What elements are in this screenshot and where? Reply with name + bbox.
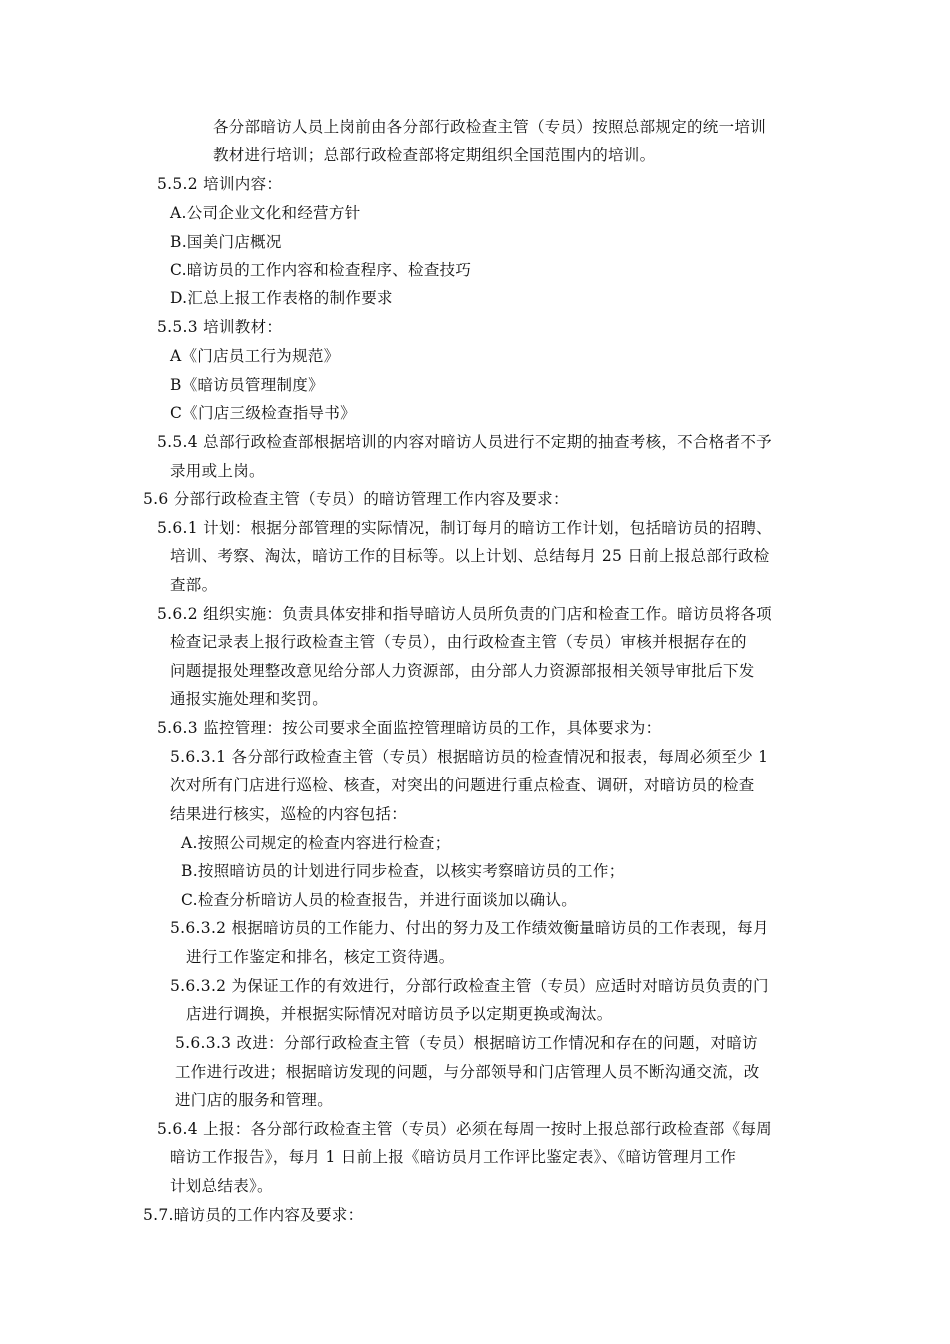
text-line: 进门店的服务和管理。 bbox=[175, 1091, 334, 1109]
text-line: D.汇总上报工作表格的制作要求 bbox=[170, 289, 393, 307]
text-line: B.按照暗访员的计划进行同步检查，以核实考察暗访员的工作； bbox=[181, 862, 625, 880]
text-line: 5.5.3 培训教材： bbox=[157, 318, 283, 336]
text-line: 检查记录表上报行政检查主管（专员），由行政检查主管（专员）审核并根据存在的 bbox=[170, 633, 747, 651]
text-line: A.公司企业文化和经营方针 bbox=[170, 204, 361, 222]
text-line: 5.6.1 计划：根据分部管理的实际情况，制订每月的暗访工作计划，包括暗访员的招聘、 bbox=[157, 519, 772, 537]
text-line: 教材进行培训；总部行政检查部将定期组织全国范围内的培训。 bbox=[213, 146, 656, 164]
text-line: C《门店三级检查指导书》 bbox=[170, 404, 356, 422]
text-line: 5.6.3.3 改进：分部行政检查主管（专员）根据暗访工作情况和存在的问题，对暗访 bbox=[175, 1034, 758, 1052]
text-line: A.按照公司规定的检查内容进行检查； bbox=[181, 834, 451, 852]
text-line: 问题提报处理整改意见给分部人力资源部，由分部人力资源部报相关领导审批后下发 bbox=[170, 662, 755, 680]
text-line: 5.6.3.1 各分部行政检查主管（专员）根据暗访员的检查情况和报表，每周必须至少 1 bbox=[170, 748, 769, 766]
text-line: 次对所有门店进行巡检、核查，对突出的问题进行重点检查、调研，对暗访员的检查 bbox=[170, 776, 755, 794]
text-line: 5.6.3.2 根据暗访员的工作能力、付出的努力及工作绩效衡量暗访员的工作表现，每月 bbox=[170, 919, 769, 937]
text-line: 5.5.4 总部行政检查部根据培训的内容对暗访人员进行不定期的抽查考核，不合格者不予 bbox=[157, 433, 772, 451]
text-line: A《门店员工行为规范》 bbox=[170, 347, 340, 365]
section-heading: 5.6 分部行政检查主管（专员）的暗访管理工作内容及要求： bbox=[143, 490, 569, 508]
text-line: 录用或上岗。 bbox=[170, 462, 265, 480]
text-line: 5.6.3 监控管理：按公司要求全面监控管理暗访员的工作，具体要求为： bbox=[157, 719, 662, 737]
text-line: B《暗访员管理制度》 bbox=[170, 376, 324, 394]
text-line: 培训、考察、淘汰，暗访工作的目标等。以上计划、总结每月 25 日前上报总部行政检 bbox=[170, 547, 770, 565]
section-heading: 5.7.暗访员的工作内容及要求： bbox=[143, 1206, 364, 1224]
text-line: 通报实施处理和奖罚。 bbox=[170, 690, 329, 708]
text-line: 5.6.3.2 为保证工作的有效进行，分部行政检查主管（专员）应适时对暗访员负责的门 bbox=[170, 977, 769, 995]
text-line: C.暗访员的工作内容和检查程序、检查技巧 bbox=[170, 261, 472, 279]
text-line: 计划总结表》。 bbox=[170, 1177, 273, 1195]
text-line: B.国美门店概况 bbox=[170, 233, 282, 251]
text-line: 各分部暗访人员上岗前由各分部行政检查主管（专员）按照总部规定的统一培训 bbox=[213, 118, 767, 136]
text-line: 5.6.2 组织实施：负责具体安排和指导暗访人员所负责的门店和检查工作。暗访员将各项 bbox=[157, 605, 772, 623]
text-line: C.检查分析暗访人员的检查报告，并进行面谈加以确认。 bbox=[181, 891, 578, 909]
text-line: 5.5.2 培训内容： bbox=[157, 175, 283, 193]
text-line: 5.6.4 上报：各分部行政检查主管（专员）必须在每周一按时上报总部行政检查部《每周 bbox=[157, 1120, 772, 1138]
text-line: 工作进行改进；根据暗访发现的问题，与分部领导和门店管理人员不断沟通交流，改 bbox=[175, 1063, 760, 1081]
text-line: 结果进行核实，巡检的内容包括： bbox=[170, 805, 408, 823]
text-line: 店进行调换，并根据实际情况对暗访员予以定期更换或淘汰。 bbox=[186, 1005, 613, 1023]
text-line: 暗访工作报告》，每月 1 日前上报《暗访员月工作评比鉴定表》、《暗访管理月工作 bbox=[170, 1148, 737, 1166]
text-line: 查部。 bbox=[170, 576, 218, 594]
text-line: 进行工作鉴定和排名，核定工资待遇。 bbox=[186, 948, 455, 966]
